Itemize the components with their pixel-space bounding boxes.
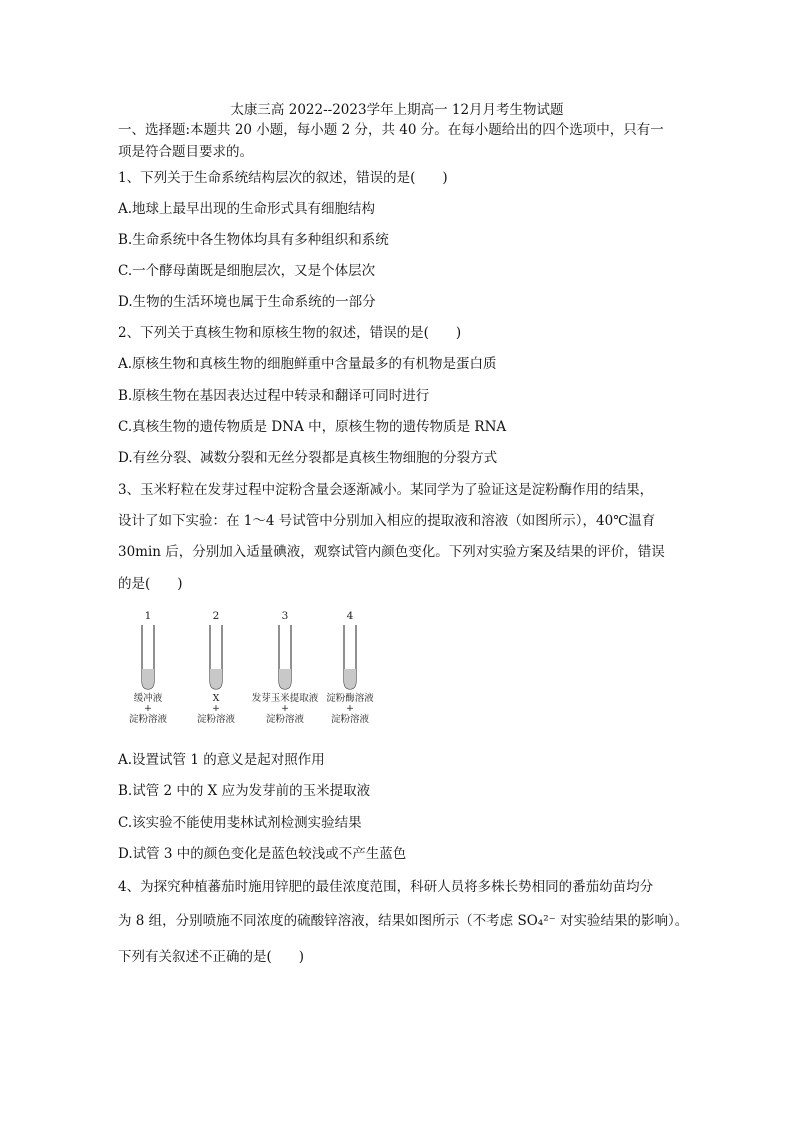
q1-option-a: A.地球上最早出现的生命形式具有细胞结构 <box>118 201 376 217</box>
q3-option-c: C.该实验不能使用斐林试剂检测实验结果 <box>118 815 362 831</box>
exam-title: 太康三高 2022--2023学年上期高一 12月月考生物试题 <box>230 102 564 118</box>
tube-2-plus: + <box>212 703 220 714</box>
test-tube-figure <box>120 605 390 730</box>
q3-stem-line-3: 30min 后，分别加入适量碘液，观察试管内颜色变化。下列对实验方案及结果的评价，错误 <box>118 544 665 560</box>
tube-4-number: 4 <box>346 610 354 622</box>
tube-2-number: 2 <box>212 610 220 622</box>
tube-3 <box>252 610 319 725</box>
q1-option-c: C.一个酵母菌既是细胞层次，又是个体层次 <box>118 263 376 279</box>
tube-3-plus: + <box>281 703 289 714</box>
tube-4 <box>326 610 374 725</box>
tube-2-liquid <box>210 669 222 689</box>
tube-1-plus: + <box>144 703 152 714</box>
q4-stem-line-3: 下列有关叙述不正确的是( ) <box>118 949 305 965</box>
tube-4-liquid <box>344 669 356 689</box>
tube-2-bottom-label: 淀粉溶液 <box>196 714 236 725</box>
q1-stem: 1、下列关于生命系统结构层次的叙述，错误的是( ) <box>118 170 448 186</box>
q2-option-a: A.原核生物和真核生物的细胞鲜重中含量最多的有机物是蛋白质 <box>118 356 497 372</box>
tube-3-top-label: 发芽玉米提取液 <box>251 693 319 704</box>
q2-option-c: C.真核生物的遗传物质是 DNA 中，原核生物的遗传物质是 RNA <box>118 419 507 435</box>
tube-1-top-label: 缓冲液 <box>133 693 163 704</box>
q3-option-b: B.试管 2 中的 X 应为发芽前的玉米提取液 <box>118 783 371 799</box>
q1-option-d: D.生物的生活环境也属于生命系统的一部分 <box>118 294 376 310</box>
q3-stem-line-1: 3、玉米籽粒在发芽过程中淀粉含量会逐渐减小。某同学为了验证这是淀粉酶作用的结果， <box>118 482 654 498</box>
q2-stem: 2、下列关于真核生物和原核生物的叙述，错误的是( ) <box>118 325 462 341</box>
tube-4-bottom-label: 淀粉溶液 <box>330 714 370 725</box>
tube-3-number: 3 <box>281 610 289 622</box>
tube-3-bottom-label: 淀粉溶液 <box>265 714 305 725</box>
q3-option-d: D.试管 3 中的颜色变化是蓝色较浅或不产生蓝色 <box>118 846 407 862</box>
q3-stem-line-4: 的是( ) <box>118 576 183 592</box>
q1-option-b: B.生命系统中各生物体均具有多种组织和系统 <box>118 232 389 248</box>
tube-1-liquid <box>142 669 154 689</box>
tube-4-top-label: 淀粉酶溶液 <box>326 693 374 704</box>
tube-1 <box>129 610 168 725</box>
section-instructions-line-1: 一、选择题:本题共 20 小题，每小题 2 分，共 40 分。在每小题给出的四个选项中，只有一 <box>118 122 664 138</box>
tube-2 <box>197 610 236 725</box>
section-instructions-line-2: 项是符合题目要求的。 <box>118 144 253 160</box>
q2-option-b: B.原核生物在基因表达过程中转录和翻译可同时进行 <box>118 388 430 404</box>
q3-option-a: A.设置试管 1 的意义是起对照作用 <box>118 752 325 768</box>
tube-2-top-label: X <box>212 693 220 704</box>
q3-stem-line-2: 设计了如下实验：在 1～4 号试管中分别加入相应的提取液和溶液（如图所示），40℃温育 <box>118 513 656 529</box>
tube-3-liquid <box>279 669 291 689</box>
q4-stem-line-2: 为 8 组，分别喷施不同浓度的硫酸锌溶液，结果如图所示（不考虑 SO₄²⁻ 对实验结果的影响）。 <box>118 913 689 929</box>
tube-4-plus: + <box>346 703 354 714</box>
q2-option-d: D.有丝分裂、减数分裂和无丝分裂都是真核生物细胞的分裂方式 <box>118 450 498 466</box>
tube-1-bottom-label: 淀粉溶液 <box>128 714 168 725</box>
q4-stem-line-1: 4、为探究种植蕃茄时施用锌肥的最佳浓度范围，科研人员将多株长势相同的番茄幼苗均分 <box>118 879 654 895</box>
tube-1-number: 1 <box>144 610 152 622</box>
